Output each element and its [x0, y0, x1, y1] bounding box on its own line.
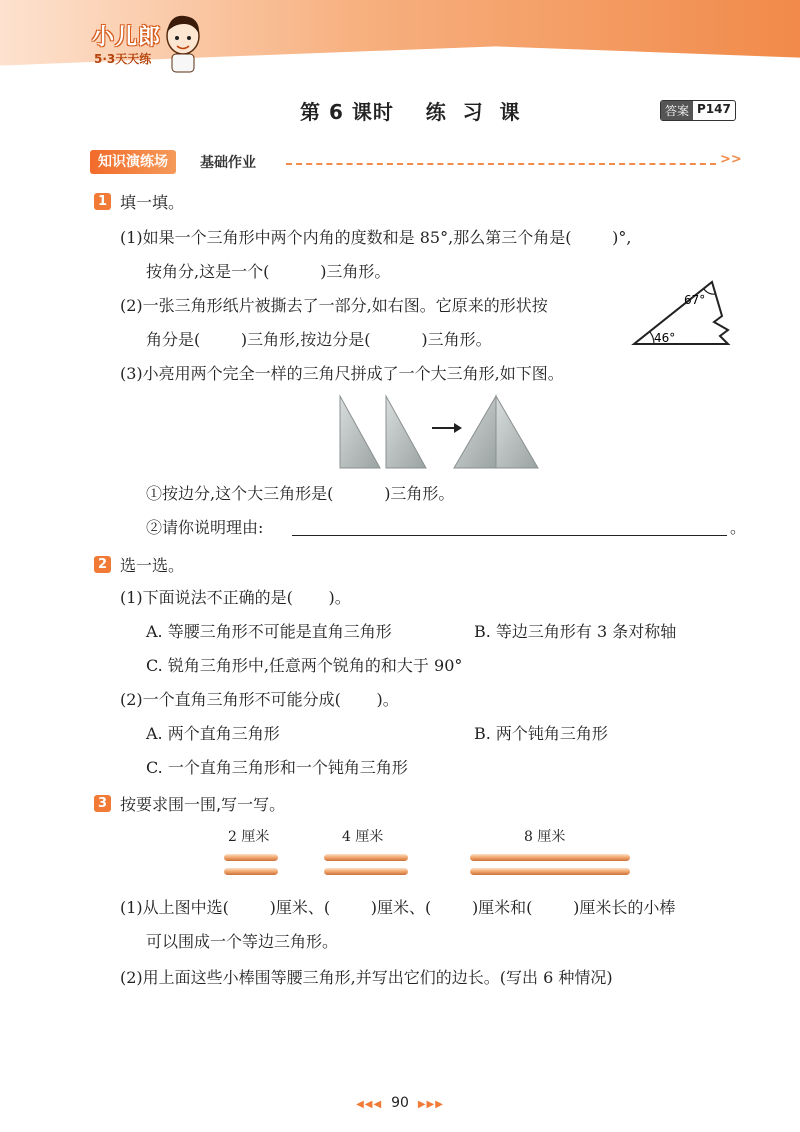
q1-part3-b: ②请你说明理由: [146, 518, 264, 537]
section-arrow-icon: >> [720, 152, 742, 167]
question-3-title: 按要求围一围,写一写。 [120, 795, 286, 814]
stick-label-2cm: 2 厘米 [228, 829, 270, 845]
combined-right-half [496, 396, 538, 468]
q3-part2: (2)用上面这些小棒围等腰三角形,并写出它们的边长。(写出 6 种情况) [120, 968, 613, 987]
stick-8cm-b [470, 868, 630, 875]
page-number [0, 1095, 800, 1111]
question-number-1: 1 [94, 193, 111, 210]
stick-4cm-b [324, 868, 408, 875]
answer-page: P147 [697, 102, 731, 116]
reason-answer-line[interactable] [292, 535, 727, 536]
question-number-3: 3 [94, 795, 111, 812]
answer-label: 答案 [661, 101, 693, 120]
question-number-2: 2 [94, 556, 111, 573]
combined-left-half [454, 396, 496, 468]
stick-2cm-b [224, 868, 278, 875]
sticks-figure [220, 850, 640, 880]
angle-label-left: 46° [654, 331, 676, 345]
q1-part3-a: ①按边分,这个大三角形是( )三角形。 [146, 484, 455, 503]
stick-8cm-a [470, 854, 630, 861]
q2-part1-option-a: A. 等腰三角形不可能是直角三角形 [146, 622, 392, 641]
section-tag: 知识演练场 [90, 150, 176, 174]
torn-triangle-figure [628, 276, 748, 352]
q1-part2-line1: (2)一张三角形纸片被撕去了一部分,如右图。它原来的形状按 [120, 296, 548, 315]
q2-part1-option-c: C. 锐角三角形中,任意两个锐角的和大于 90° [146, 656, 463, 675]
q3-part1-line2: 可以围成一个等边三角形。 [146, 932, 339, 951]
stick-2cm-a [224, 854, 278, 861]
stick-label-4cm: 4 厘米 [342, 829, 384, 845]
q2-part2-option-b: B. 两个钝角三角形 [474, 724, 608, 743]
set-square-2 [386, 396, 426, 468]
mascot-icon [160, 10, 206, 74]
angle-label-top: 67° [684, 293, 706, 307]
q2-part2-option-a: A. 两个直角三角形 [146, 724, 280, 743]
prev-arrows-icon: ◀◀◀ [356, 1099, 383, 1110]
set-square-1 [340, 396, 380, 468]
question-1-title: 填一填。 [120, 193, 185, 212]
q2-part2: (2)一个直角三角形不可能分成( )。 [120, 690, 399, 709]
answer-page-tag [660, 100, 736, 121]
section-divider [286, 163, 716, 165]
brand-logo: 小儿郎 [92, 25, 162, 50]
page-number-value: 90 [391, 1095, 409, 1111]
stick-4cm-a [324, 854, 408, 861]
next-arrows-icon: ▶▶▶ [417, 1099, 444, 1110]
q3-part1-line1: (1)从上图中选( )厘米、( )厘米、( )厘米和( )厘米长的小棒 [120, 898, 676, 917]
q2-part1: (1)下面说法不正确的是( )。 [120, 588, 351, 607]
q1-part1-line1: (1)如果一个三角形中两个内角的度数和是 85°,那么第三个角是( )°, [120, 228, 632, 247]
brand-subtitle: 5·3天天练 [94, 52, 152, 66]
q1-part3-b-end: 。 [730, 518, 747, 537]
arrow-head-icon [454, 423, 462, 433]
q1-part2-line2: 角分是( )三角形,按边分是( )三角形。 [146, 330, 492, 349]
lesson-title: 第 6 课时 练 习 课 [300, 100, 521, 124]
section-subtitle: 基础作业 [200, 155, 256, 171]
question-2-title: 选一选。 [120, 556, 185, 575]
q2-part1-option-b: B. 等边三角形有 3 条对称轴 [474, 622, 677, 641]
q2-part2-option-c: C. 一个直角三角形和一个钝角三角形 [146, 758, 408, 777]
q1-part3-line1: (3)小亮用两个完全一样的三角尺拼成了一个大三角形,如下图。 [120, 364, 564, 383]
stick-label-8cm: 8 厘米 [524, 829, 566, 845]
q1-part1-line2: 按角分,这是一个( )三角形。 [146, 262, 391, 281]
set-squares-figure [336, 392, 550, 472]
